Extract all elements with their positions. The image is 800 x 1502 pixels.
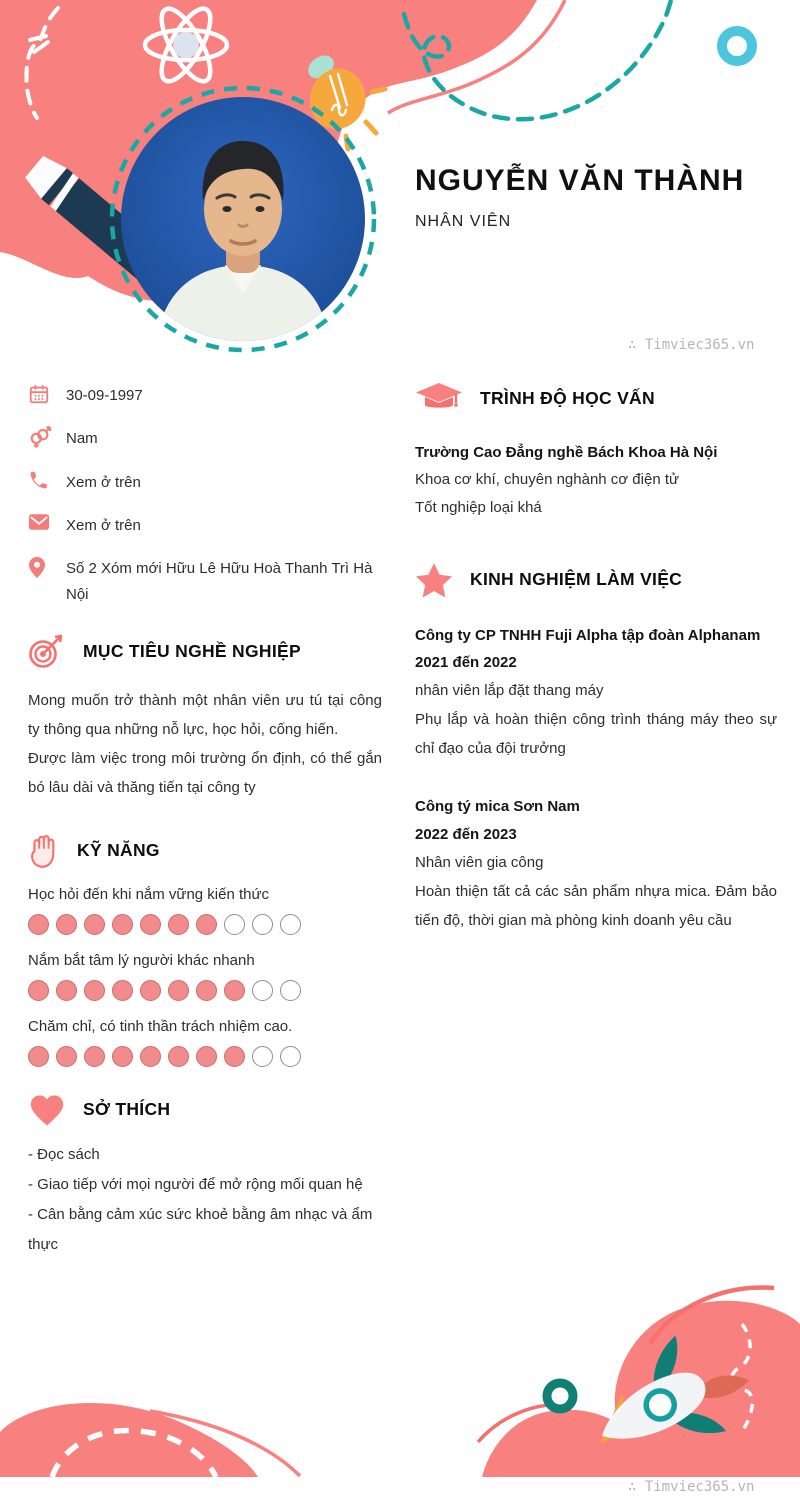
skill-dot-filled xyxy=(112,914,133,935)
company-name: Công ty CP TNHH Fuji Alpha tập đoàn Alphanam xyxy=(415,626,761,644)
experience-entry xyxy=(415,622,777,764)
mail-icon xyxy=(28,513,52,535)
profile-photo xyxy=(121,97,365,341)
skill-level-dots xyxy=(28,980,382,1001)
skill-dot-filled xyxy=(28,914,49,935)
skill-dot-filled xyxy=(56,980,77,1001)
skill-dot-filled xyxy=(84,1046,105,1067)
candidate-name: NGUYỄN VĂN THÀNH xyxy=(415,164,745,197)
contact-item-gender xyxy=(28,426,382,452)
skill-dot-filled xyxy=(56,1046,77,1067)
work-period: 2021 đến 2022 xyxy=(415,654,517,672)
skill-dot-filled xyxy=(84,914,105,935)
skill-dot-filled xyxy=(224,1046,245,1067)
gender-icon xyxy=(28,426,52,448)
contact-item-address xyxy=(28,556,382,609)
skill-dot-filled xyxy=(168,980,189,1001)
section-hobbies xyxy=(28,1093,382,1260)
watermark: ∴ Timviec365.vn xyxy=(628,1479,755,1495)
work-period: 2022 đến 2023 xyxy=(415,826,517,843)
skill-dot-filled xyxy=(56,914,77,935)
skill-dot-filled xyxy=(28,980,49,1001)
skill-dot-empty xyxy=(252,914,273,935)
section-education xyxy=(415,381,777,522)
hobby-item: - Cân bằng cảm xúc sức khoẻ bằng âm nhạc và ẩm thực xyxy=(28,1205,373,1253)
skill-item xyxy=(28,886,382,935)
skill-dot-filled xyxy=(140,980,161,1001)
job-description: Phụ lắp và hoàn thiện công trình tháng máy theo sự chỉ đạo của đội trưởng xyxy=(415,710,777,757)
school-name: Trường Cao Đẳng nghề Bách Khoa Hà Nội xyxy=(415,444,718,461)
section-heading: TRÌNH ĐỘ HỌC VẤN xyxy=(480,387,655,408)
objective-paragraph: Được làm việc trong môi trường ổn định, có thể gắn bó lâu dài và thăng tiến tại công ty xyxy=(28,750,382,797)
skill-dot-empty xyxy=(252,1046,273,1067)
skill-level-dots xyxy=(28,1046,382,1067)
contact-list xyxy=(28,383,382,609)
skill-dot-empty xyxy=(224,914,245,935)
job-role: Nhân viên gia công xyxy=(415,853,544,871)
skill-dot-filled xyxy=(112,1046,133,1067)
contact-text: Xem ở trên xyxy=(66,473,141,491)
skill-label: Học hỏi đến khi nắm vững kiến thức xyxy=(28,885,270,903)
skill-label: Chăm chỉ, có tinh thần trách nhiệm cao. xyxy=(28,1017,293,1035)
hand-icon xyxy=(28,833,60,869)
education-detail: Khoa cơ khí, chuyên nghành cơ điện tử xyxy=(415,471,680,488)
contact-text: 30-09-1997 xyxy=(66,387,143,404)
skill-item xyxy=(28,1018,382,1067)
left-column xyxy=(28,383,382,1260)
job-description: Hoàn thiện tất cả các sản phẩm nhựa mica. Đảm bảo tiến độ, thời gian mà phòng kinh doanh yêu cầu xyxy=(415,882,777,929)
objective-paragraph: Mong muốn trở thành một nhân viên ưu tú tại công ty thông qua những nỗ lực, học hỏi, cống hiến. xyxy=(28,691,382,738)
coral-blob xyxy=(0,1403,258,1477)
donut-circle xyxy=(547,1383,573,1409)
target-icon xyxy=(28,634,66,670)
section-heading: KINH NGHIỆM LÀM VIỆC xyxy=(470,569,683,589)
education-detail: Tốt nghiệp loại khá xyxy=(415,498,542,516)
hobby-item: - Giao tiếp với mọi người để mở rộng mối quan hệ xyxy=(28,1175,363,1193)
job-role: nhân viên lắp đặt thang máy xyxy=(415,682,604,699)
contact-text: Nam xyxy=(66,430,98,448)
bottom-decoration xyxy=(0,1272,800,1502)
candidate-title: NHÂN VIÊN xyxy=(415,213,512,230)
skill-dot-empty xyxy=(280,980,301,1001)
skill-dot-filled xyxy=(168,1046,189,1067)
skill-dot-empty xyxy=(280,1046,301,1067)
skill-dot-filled xyxy=(28,1046,49,1067)
calendar-icon xyxy=(28,383,52,405)
right-column xyxy=(415,381,777,935)
graduation-cap-icon xyxy=(415,381,463,415)
section-heading: MỤC TIÊU NGHỀ NGHIỆP xyxy=(83,641,301,661)
skill-dot-filled xyxy=(84,980,105,1001)
skill-dot-filled xyxy=(196,980,217,1001)
skill-dot-filled xyxy=(196,914,217,935)
heart-icon xyxy=(28,1093,66,1127)
contact-item-email xyxy=(28,513,382,539)
location-icon xyxy=(28,556,52,578)
experience-entry xyxy=(415,793,777,935)
section-heading: KỸ NĂNG xyxy=(77,840,160,860)
donut-circle xyxy=(722,31,752,61)
skill-dot-filled xyxy=(168,914,189,935)
contact-text: Xem ở trên xyxy=(66,516,141,534)
section-objective xyxy=(28,634,382,803)
skill-item xyxy=(28,952,382,1001)
phone-icon xyxy=(28,470,52,492)
contact-item-birthday xyxy=(28,383,382,409)
education-entry xyxy=(415,439,777,522)
star-icon xyxy=(415,562,453,598)
skill-label: Nắm bắt tâm lý người khác nhanh xyxy=(28,951,255,969)
section-skills xyxy=(28,833,382,1067)
skill-dot-filled xyxy=(112,980,133,1001)
skill-dot-empty xyxy=(280,914,301,935)
hobby-item: - Đọc sách xyxy=(28,1145,100,1163)
contact-item-phone xyxy=(28,470,382,496)
skill-dot-filled xyxy=(140,1046,161,1067)
company-name: Công tý mica Sơn Nam xyxy=(415,798,580,816)
skill-dot-filled xyxy=(224,980,245,1001)
skill-dot-filled xyxy=(140,914,161,935)
section-experience xyxy=(415,562,777,936)
watermark: ∴ Timviec365.vn xyxy=(628,337,755,353)
contact-text: Số 2 Xóm mới Hữu Lê Hữu Hoà Thanh Trì Hà Nội xyxy=(66,560,373,604)
skill-dot-filled xyxy=(196,1046,217,1067)
section-heading: SỞ THÍCH xyxy=(83,1099,171,1119)
skill-dot-empty xyxy=(252,980,273,1001)
skill-level-dots xyxy=(28,914,382,935)
